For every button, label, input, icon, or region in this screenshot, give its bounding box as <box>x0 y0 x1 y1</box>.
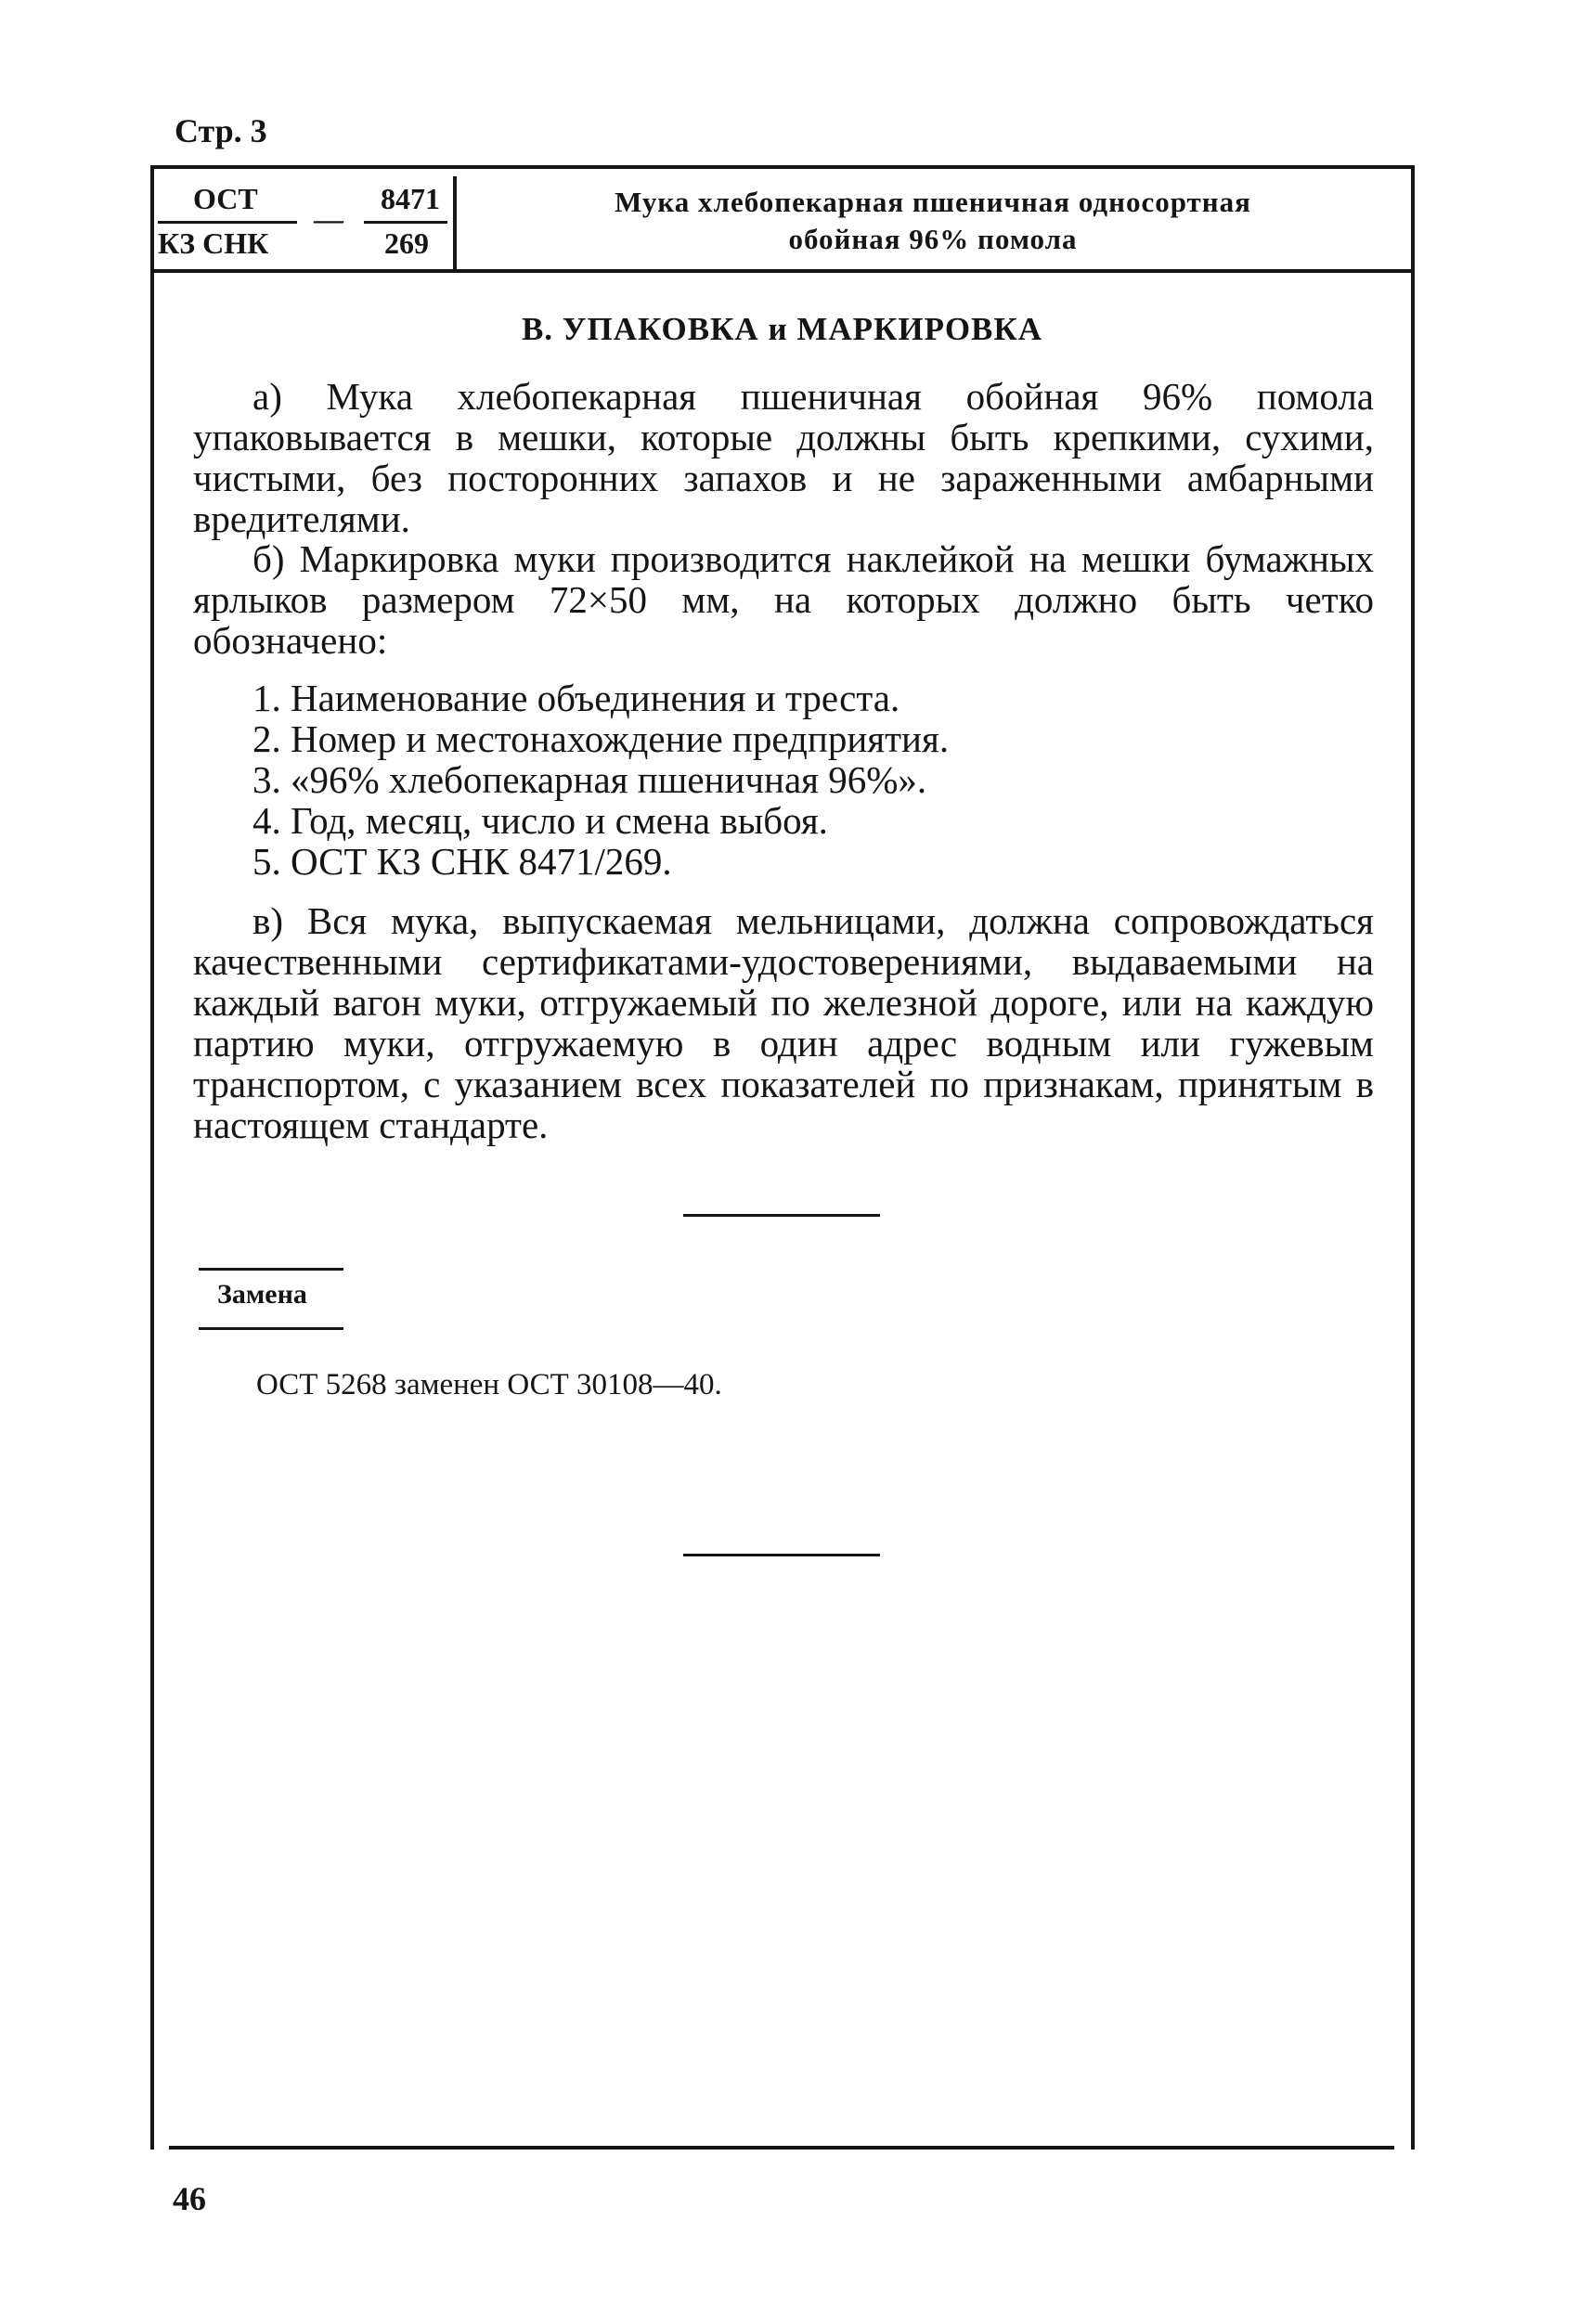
paragraph-b-text: б) Маркировка муки производится наклейкой на мешки бумажных ярлыков размером 72×50 мм, на которых должно быть четко обозначено: <box>193 537 1374 662</box>
paragraph-v <box>193 900 1374 1145</box>
section-title: В. УПАКОВКА и МАРКИРОВКА <box>521 311 1043 347</box>
code-right-bottom: 269 <box>384 226 429 260</box>
paragraph-v-text: в) Вся мука, выпускаемая мельницами, должна сопровождаться качественными сертификатами-удостоверениями, выдаваемыми на каждый вагон муки, отгружаемый по железной дороге, или на каждую партию муки, отгружаемую в один адрес водным или гужевым транспортом, с указанием всех показателей по признакам, принятым в настоящем стандарте. <box>193 899 1374 1146</box>
document-title-line-2: обойная 96% помола <box>788 223 1078 255</box>
list-item: 4. Год, месяц, число и смена выбоя. <box>252 799 828 842</box>
replacement-text: ОСТ 5268 заменен ОСТ 30108—40. <box>256 1368 722 1401</box>
document-title <box>464 184 1402 258</box>
paragraph-a <box>193 376 1374 539</box>
header-rule <box>150 269 1415 273</box>
replacement-rule-below <box>199 1327 343 1330</box>
frame-left-border <box>150 165 154 2150</box>
code-dash: — <box>314 202 343 236</box>
paragraph-a-text: а) Мука хлебопекарная пшеничная обойная 96% помола упаковывается в мешки, которые должны быть крепкими, сухими, чистыми, без посторонних запахов и не зараженными амбарными вредителями. <box>193 375 1374 540</box>
code-right-top: 8471 <box>381 182 440 215</box>
page-label: Стр. 3 <box>175 112 267 149</box>
header-separator <box>453 176 457 271</box>
code-left-top: ОСТ <box>193 182 258 215</box>
list-item: 1. Наименование объединения и треста. <box>252 677 900 719</box>
code-rule-left <box>158 221 297 224</box>
document-title-line-1: Мука хлебопекарная пшеничная односортная <box>615 186 1251 218</box>
frame-top-border <box>150 165 1415 169</box>
list-item: 2. Номер и местонахождение предприятия. <box>252 717 950 760</box>
page-number: 46 <box>173 2180 206 2217</box>
paragraph-b <box>193 538 1374 661</box>
list-item: 3. «96% хлебопекарная пшеничная 96%». <box>252 758 927 801</box>
separator-rule-top <box>683 1214 880 1217</box>
code-left-bottom: КЗ СНК <box>158 226 269 260</box>
replacement-rule-above <box>199 1268 343 1271</box>
separator-rule-bottom <box>683 1554 880 1556</box>
code-rule-right <box>364 221 447 224</box>
frame-bottom-border <box>169 2146 1394 2150</box>
marking-list <box>252 678 1366 882</box>
list-item: 5. ОСТ КЗ СНК 8471/269. <box>252 840 672 883</box>
frame-right-border <box>1411 165 1415 2150</box>
replacement-label: Замена <box>217 1279 307 1310</box>
